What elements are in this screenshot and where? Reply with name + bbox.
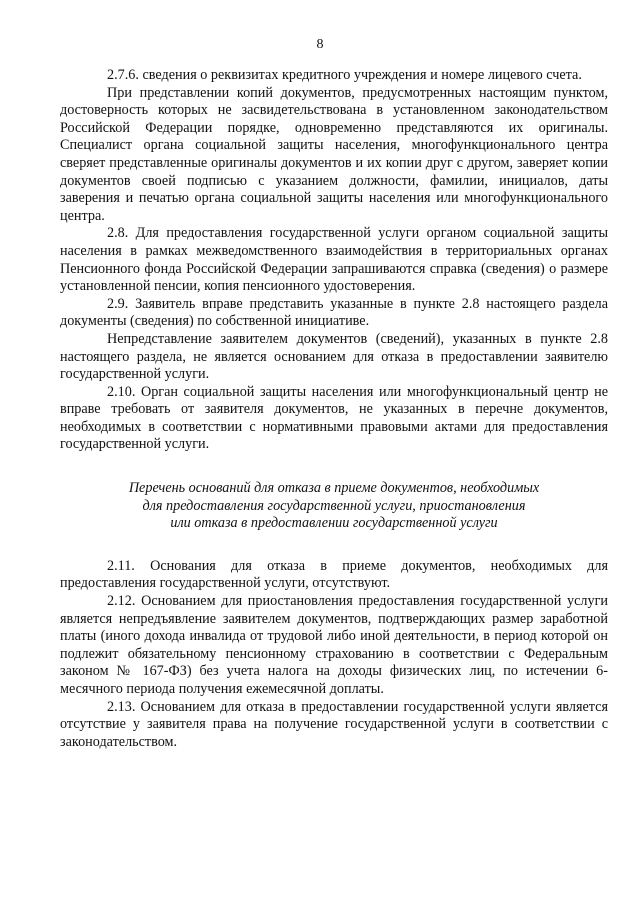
page-number: 8 [316, 37, 324, 52]
paragraph-2-12: 2.12. Основанием для приостановления предоставления государственной услуги является непредъявление заявителем документов, подтверждающих размер заработной платы (иного дохода инвалида от трудовой либо иной деятельности, в период которой он подлежит обязательному пенсионному страхованию в соответствии с Федеральным законом № 167-ФЗ) без учета налога на доходы физических лиц, по истечении 6-месячного периода получения ежемесячной доплаты. [60, 593, 608, 697]
section-heading-line: или отказа в предоставлении государственной услуги [170, 515, 498, 532]
page-content [60, 67, 608, 751]
paragraph-2-9: 2.9. Заявитель вправе представить указанные в пункте 2.8 настоящего раздела документы (сведения) по собственной инициативе. [60, 295, 608, 330]
section-heading-line: для предоставления государственной услуги, приостановления [142, 497, 526, 514]
paragraph-non-submission: Непредставление заявителем документов (сведений), указанных в пункте 2.8 настоящего раздела, не является основанием для отказа в предоставлении заявителю государственной услуги. [60, 330, 608, 383]
paragraph-2-11: 2.11. Основания для отказа в приеме документов, необходимых для предоставления государственной услуги, отсутствуют. [60, 557, 608, 592]
paragraph-2-7-6: 2.7.6. сведения о реквизитах кредитного учреждения и номере лицевого счета. [107, 67, 582, 83]
paragraph-2-8: 2.8. Для предоставления государственной услуги органом социальной защиты населения в рамках межведомственного взаимодействия в территориальных органах Пенсионного фонда Российской Федерации запрашиваются справка (сведения) о размере установленной пенсии, копия пенсионного удостоверения. [60, 225, 608, 295]
paragraph-copies-verification: При представлении копий документов, предусмотренных настоящим пунктом, достоверность которых не засвидетельствована в установленном законодательством Российской Федерации порядке, одновременно представляются их оригиналы. Специалист органа социальной защиты населения, многофункционального центра сверяет представленные оригиналы документов и их копии друг с другом, заверяет копии документов своей подписью с указанием должности, фамилии, инициалов, даты заверения и печатью органа социальной защиты населения или многофункционального центра. [60, 84, 608, 224]
section-heading-line: Перечень оснований для отказа в приеме документов, необходимых [128, 480, 540, 497]
paragraph-2-10: 2.10. Орган социальной защиты населения или многофункциональный центр не вправе требовать от заявителя документов, не указанных в перечне документов, необходимых в соответствии с нормативными правовыми актами для предоставления государственной услуги. [60, 383, 608, 453]
paragraph-2-13: 2.13. Основанием для отказа в предоставлении государственной услуги является отсутствие у заявителя права на получение государственной услуги в соответствии с законодательством. [60, 698, 608, 750]
section-heading [60, 480, 608, 533]
